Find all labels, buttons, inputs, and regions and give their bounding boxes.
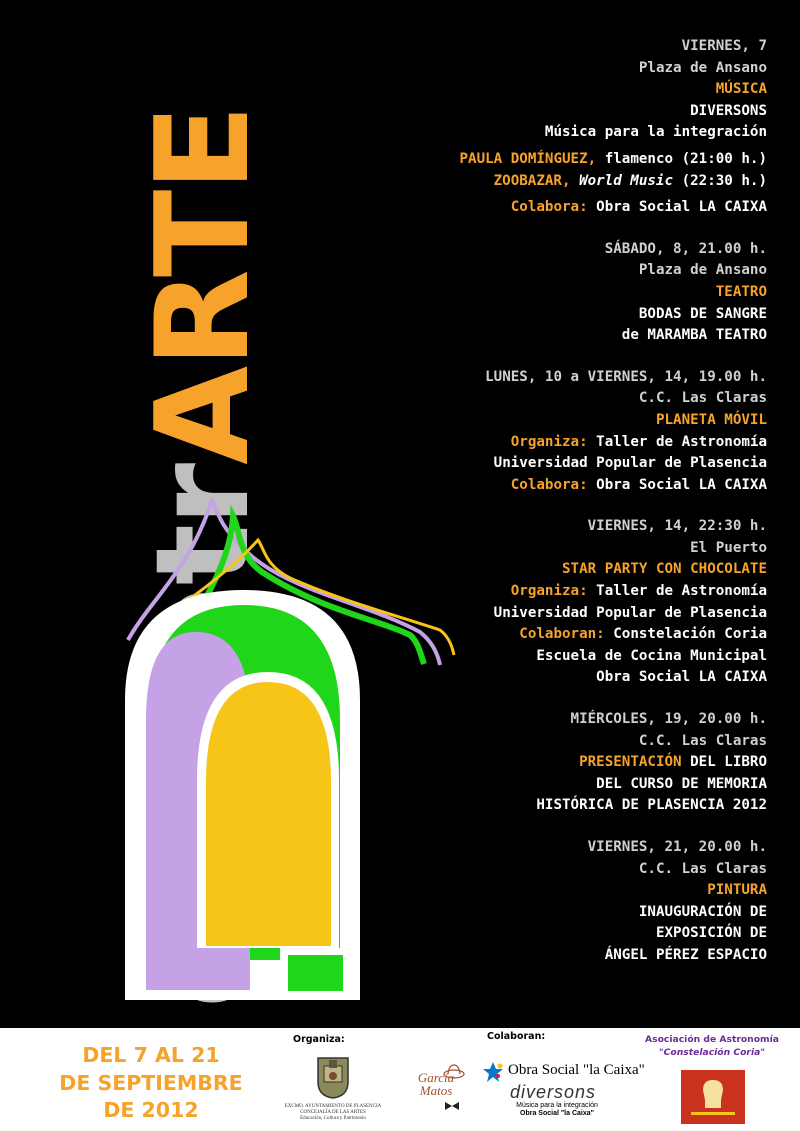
ayuntamiento-text [283, 1104, 383, 1122]
event-text: C.C. Las Claras [638, 390, 767, 407]
colaboran-label: Colaboran: [487, 1031, 546, 1042]
event-text: World Music [579, 172, 674, 189]
escuela-cocina-logo-icon [681, 1070, 745, 1124]
event-text: STAR PARTY CON CHOCOLATE [562, 561, 767, 578]
event-text: DIVERSONS [690, 102, 767, 119]
event-text [571, 173, 580, 189]
event-text: Plaza de Ansano [638, 59, 767, 76]
event-text: MIÉRCOLES, 19, 20.00 h. [570, 711, 767, 728]
astronomy-association-name [628, 1034, 796, 1059]
event-line [297, 624, 767, 646]
event-line [297, 122, 767, 144]
event-line [297, 410, 767, 432]
event-text: MÚSICA [715, 81, 767, 98]
event-text: PAULA DOMÍNGUEZ, [459, 150, 597, 167]
event-line [297, 923, 767, 945]
event-text: DEL CURSO DE MEMORIA [596, 775, 767, 792]
event-line [297, 603, 767, 625]
event-line [297, 646, 767, 668]
event-text: C.C. Las Claras [638, 860, 767, 877]
event-line [297, 36, 767, 58]
event-line [297, 197, 767, 219]
garcia-matos-line-1: García [417, 1070, 455, 1085]
assoc-line-1: Asociación de Astronomía [645, 1034, 779, 1045]
event-block [297, 837, 767, 967]
event-line [297, 79, 767, 101]
event-block [297, 516, 767, 689]
event-text: DEL LIBRO [681, 754, 767, 771]
footer [0, 1028, 800, 1131]
garcia-matos-line-2: Matos [419, 1083, 453, 1098]
event-text: PRESENTACIÓN [579, 754, 682, 771]
event-text: VIERNES, 7 [681, 38, 767, 54]
event-line [297, 795, 767, 817]
event-line [297, 325, 767, 347]
event-text: C.C. Las Claras [638, 732, 767, 749]
event-block [297, 367, 767, 497]
event-text: El Puerto [690, 539, 767, 556]
event-line [297, 709, 767, 731]
event-line [297, 859, 767, 881]
event-line [297, 260, 767, 282]
organiza-label: Organiza: [293, 1034, 345, 1045]
dates-line-3: DE 2012 [103, 1098, 199, 1122]
diversons-logo-text: diversons [510, 1082, 597, 1102]
la-caixa-star-icon [482, 1061, 504, 1083]
event-text: de MARAMBA TEATRO [621, 327, 767, 344]
event-text: HISTÓRICA DE PLASENCIA 2012 [536, 797, 767, 814]
event-line [297, 475, 767, 497]
event-block [297, 239, 767, 347]
event-text: Taller de Astronomía [587, 433, 767, 450]
event-text: VIERNES, 21, 20.00 h. [587, 839, 767, 855]
event-line [297, 58, 767, 80]
event-line [297, 171, 767, 193]
event-line [297, 453, 767, 475]
event-line [297, 945, 767, 967]
event-line [297, 432, 767, 454]
event-text: Obra Social LA CAIXA [587, 476, 767, 493]
assoc-line-2: "Constelación Coria" [658, 1046, 766, 1058]
event-line [297, 538, 767, 560]
event-text: Música para la integración [544, 124, 767, 141]
event-line [297, 581, 767, 603]
event-text: Colabora: [510, 476, 588, 493]
bowtie-icon [445, 1102, 459, 1110]
dates-line-2: DE SEPTIEMBRE [59, 1070, 243, 1095]
event-text: Constelación Coria [604, 626, 767, 643]
ayuntamiento-line-1: EXCMO. AYUNTAMIENTO DE PLASENCIA [284, 1104, 382, 1109]
ayuntamiento-line-2: CONCEJALÍA DE LAS ARTES [300, 1110, 366, 1115]
event-line [297, 559, 767, 581]
event-text: TEATRO [715, 283, 767, 300]
event-text: Colaboran: [519, 626, 605, 643]
event-text: Obra Social LA CAIXA [587, 199, 767, 216]
event-block [297, 709, 767, 817]
event-line [297, 752, 767, 774]
event-text: ÁNGEL PÉREZ ESPACIO [604, 946, 767, 963]
event-text: PINTURA [707, 882, 767, 899]
diversons-subtitle [502, 1102, 612, 1118]
event-text: SÁBADO, 8, 21.00 h. [604, 240, 767, 257]
event-text: (22:30 h.) [673, 172, 767, 189]
event-line [297, 880, 767, 902]
event-line [297, 101, 767, 123]
la-caixa-logo-text: Obra Social "la Caixa" [508, 1062, 645, 1078]
event-text: Universidad Popular de Plasencia [493, 455, 767, 472]
event-text: Colabora: [510, 199, 588, 216]
event-line [297, 367, 767, 389]
event-text: Universidad Popular de Plasencia [493, 604, 767, 621]
event-block [297, 36, 767, 219]
event-line [297, 837, 767, 859]
event-text: VIERNES, 14, 22:30 h. [587, 518, 767, 535]
event-text: ZOOBAZAR, [493, 172, 571, 189]
event-text: Taller de Astronomía [587, 583, 767, 600]
diversons-sub-line-2: Obra Social "la Caixa" [520, 1110, 594, 1117]
event-text: PLANETA MÓVIL [655, 411, 767, 428]
title-part-arte: ARTE [129, 106, 278, 465]
event-schedule [297, 36, 767, 987]
event-line [297, 902, 767, 924]
event-line [297, 667, 767, 689]
event-text: LUNES, 10 a VIERNES, 14, 19.00 h. [485, 368, 767, 385]
event-line [297, 282, 767, 304]
event-text: Organiza: [510, 583, 588, 600]
festival-dates [20, 1042, 282, 1125]
dates-line-1: DEL 7 AL 21 [82, 1043, 220, 1067]
ayuntamiento-line-3: Educación, Cultura y Patrimonio [300, 1116, 366, 1121]
garcia-matos-logo [403, 1061, 469, 1113]
hat-icon [443, 1063, 465, 1079]
event-text: INAUGURACIÓN DE [638, 903, 767, 920]
city-crest-icon [315, 1054, 351, 1100]
event-line [297, 388, 767, 410]
event-text: Organiza: [510, 433, 588, 450]
event-text: Plaza de Ansano [638, 262, 767, 279]
event-line [297, 304, 767, 326]
event-line [297, 149, 767, 171]
event-text: Escuela de Cocina Municipal [536, 647, 767, 664]
event-text: Obra Social LA CAIXA [596, 669, 767, 686]
event-line [297, 731, 767, 753]
diversons-sub-line-1: Música para la integración [516, 1102, 598, 1109]
event-line [297, 239, 767, 261]
event-text: BODAS DE SANGRE [638, 305, 767, 322]
event-text: flamenco (21:00 h.) [596, 150, 767, 167]
event-text: EXPOSICIÓN DE [655, 925, 767, 942]
event-line [297, 516, 767, 538]
event-line [297, 774, 767, 796]
